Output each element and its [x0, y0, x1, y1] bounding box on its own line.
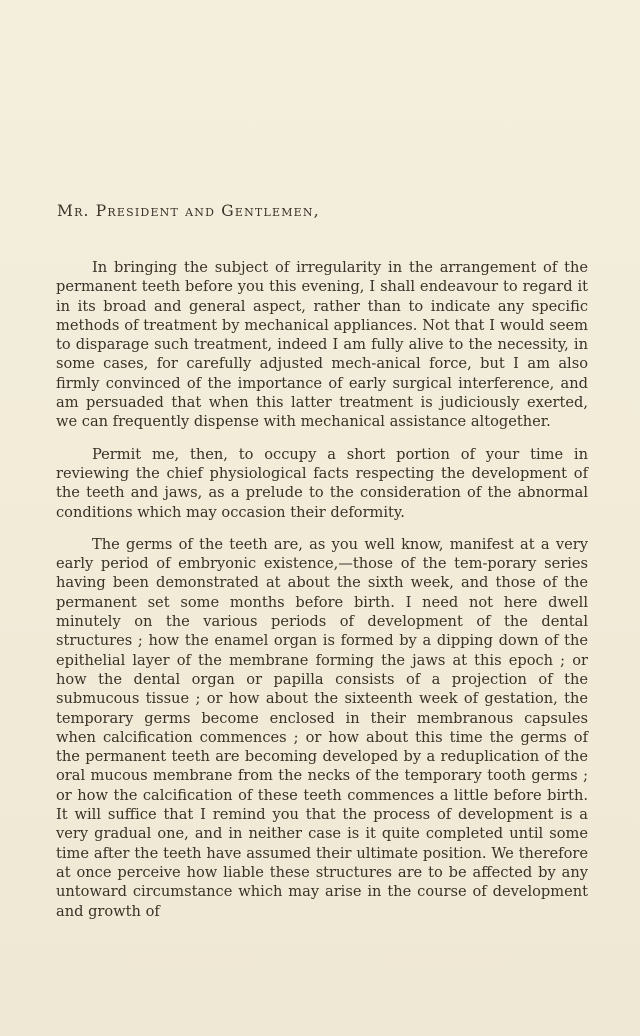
paragraph-2: Permit me, then, to occupy a short portion of your time in reviewing the chief physiological facts respecting the development of the teeth and jaws, as a prelude to the consideration of the abnormal conditions which may occasion their deformity.: [56, 445, 588, 521]
paragraph-1: In bringing the subject of irregularity in the arrangement of the permanent teeth before you this evening, I shall endeavour to regard it in its broad and general aspect, rather than to indicate any specific methods of treatment by mechanical appliances. Not that I would seem to disparage such treatment, indeed I am fully alive to the necessity, in some cases, for carefully adjusted mech-anical force, but I am also firmly convinced of the importance of early surgical interference, and am persuaded that when this latter treatment is judiciously exerted, we can frequently dispense with mechanical assistance altogether.: [56, 259, 588, 431]
salutation-heading: Mr. President and Gentlemen,: [57, 202, 320, 220]
body-text: [56, 258, 588, 921]
paragraph-3: The germs of the teeth are, as you well know, manifest at a very early period of embryonic existence,—those of the tem-porary series having been demonstrated at about the sixth week, and those of the permanent set some months before birth. I need not here dwell minutely on the various periods of development of the dental structures ; how the enamel organ is formed by a dipping down of the epithelial layer of the membrane forming the jaws at this epoch ; or how the dental organ or papilla consists of a projection of the submucous tissue ; or how about the sixteenth week of gestation, the temporary germs become enclosed in their membranous capsules when calcification commences ; or how about this time the germs of the permanent teeth are becoming developed by a reduplication of the oral mucous membrane from the necks of the temporary tooth germs ; or how the calcification of these teeth commences a little before birth. It will suffice that I remind you that the process of development is a very gradual one, and in neither case is it quite completed until some time after the teeth have assumed their ultimate position. We therefore at once perceive how liable these structures are to be affected by any untoward circumstance which may arise in the course of development and growth of: [56, 535, 588, 920]
